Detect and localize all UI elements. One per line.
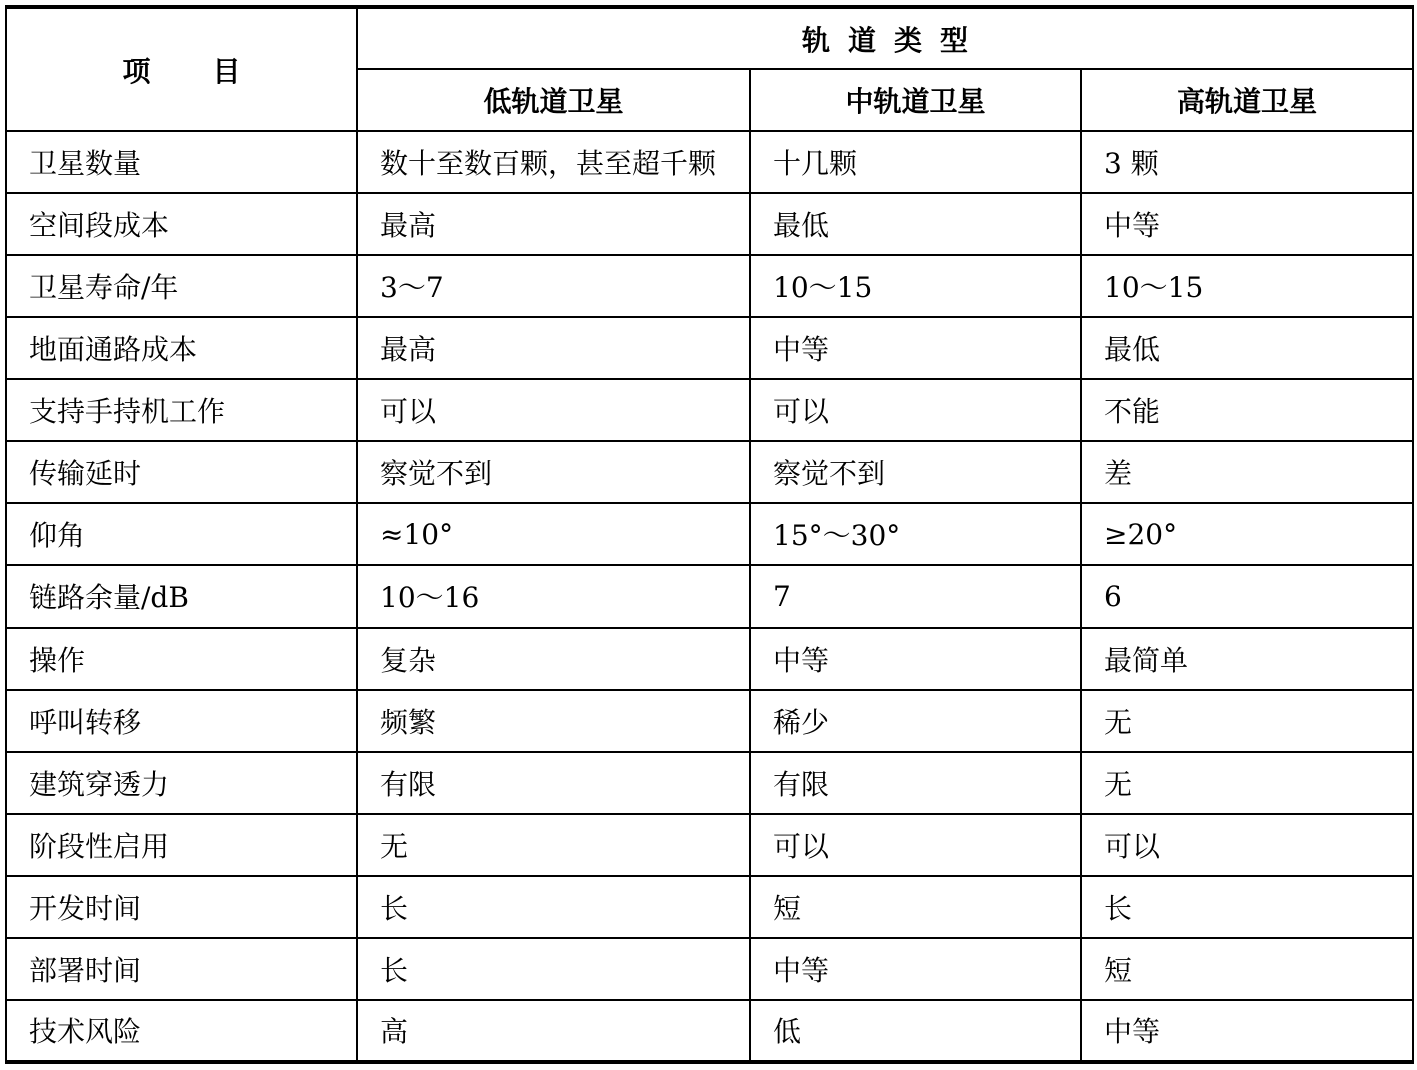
item-cell: 链路余量/dB <box>6 565 357 627</box>
table-row <box>6 814 1413 876</box>
low-orbit-cell: 频繁 <box>357 690 750 752</box>
high-orbit-cell: 最简单 <box>1081 628 1413 690</box>
table-row <box>6 565 1413 627</box>
low-orbit-cell: 数十至数百颗，甚至超千颗 <box>357 131 750 193</box>
mid-orbit-cell: 短 <box>750 876 1081 938</box>
orbit-comparison-table <box>5 5 1414 1064</box>
table-row <box>6 441 1413 503</box>
item-cell: 呼叫转移 <box>6 690 357 752</box>
table-row <box>6 752 1413 814</box>
mid-orbit-cell: 可以 <box>750 379 1081 441</box>
item-header-part2: 目 <box>212 54 241 88</box>
low-orbit-cell: 可以 <box>357 379 750 441</box>
item-cell: 操作 <box>6 628 357 690</box>
item-cell: 地面通路成本 <box>6 317 357 379</box>
mid-orbit-cell: 稀少 <box>750 690 1081 752</box>
low-orbit-cell: 长 <box>357 876 750 938</box>
mid-orbit-cell: 15°～30° <box>750 503 1081 565</box>
high-orbit-cell: 无 <box>1081 690 1413 752</box>
column-header-mid-orbit: 中轨道卫星 <box>750 69 1081 131</box>
high-orbit-cell: 最低 <box>1081 317 1413 379</box>
mid-orbit-cell: 10～15 <box>750 255 1081 317</box>
table-row <box>6 938 1413 1000</box>
table-row <box>6 628 1413 690</box>
table-body <box>6 131 1413 1062</box>
low-orbit-cell: 无 <box>357 814 750 876</box>
mid-orbit-cell: 最低 <box>750 193 1081 255</box>
item-cell: 传输延时 <box>6 441 357 503</box>
mid-orbit-cell: 十几颗 <box>750 131 1081 193</box>
item-cell: 卫星数量 <box>6 131 357 193</box>
low-orbit-cell: 最高 <box>357 317 750 379</box>
high-orbit-cell: 差 <box>1081 441 1413 503</box>
table-row <box>6 379 1413 441</box>
mid-orbit-cell: 中等 <box>750 628 1081 690</box>
high-orbit-cell: 3 颗 <box>1081 131 1413 193</box>
table-row <box>6 317 1413 379</box>
item-cell: 阶段性启用 <box>6 814 357 876</box>
high-orbit-cell: 10～15 <box>1081 255 1413 317</box>
item-cell: 空间段成本 <box>6 193 357 255</box>
low-orbit-cell: 长 <box>357 938 750 1000</box>
mid-orbit-cell: 可以 <box>750 814 1081 876</box>
low-orbit-cell: 最高 <box>357 193 750 255</box>
low-orbit-cell: ≈10° <box>357 503 750 565</box>
high-orbit-cell: ≥20° <box>1081 503 1413 565</box>
mid-orbit-cell: 中等 <box>750 317 1081 379</box>
low-orbit-cell: 10～16 <box>357 565 750 627</box>
table-row <box>6 503 1413 565</box>
table-row <box>6 690 1413 752</box>
item-cell: 建筑穿透力 <box>6 752 357 814</box>
item-cell: 支持手持机工作 <box>6 379 357 441</box>
table-row <box>6 131 1413 193</box>
column-header-low-orbit: 低轨道卫星 <box>357 69 750 131</box>
mid-orbit-cell: 7 <box>750 565 1081 627</box>
item-cell: 开发时间 <box>6 876 357 938</box>
low-orbit-cell: 复杂 <box>357 628 750 690</box>
table-row <box>6 193 1413 255</box>
mid-orbit-cell: 中等 <box>750 938 1081 1000</box>
low-orbit-cell: 高 <box>357 1000 750 1062</box>
orbit-type-group-header: 轨道类型 <box>357 7 1413 69</box>
high-orbit-cell: 短 <box>1081 938 1413 1000</box>
high-orbit-cell: 可以 <box>1081 814 1413 876</box>
item-cell: 卫星寿命/年 <box>6 255 357 317</box>
table-row <box>6 255 1413 317</box>
mid-orbit-cell: 有限 <box>750 752 1081 814</box>
low-orbit-cell: 察觉不到 <box>357 441 750 503</box>
mid-orbit-cell: 察觉不到 <box>750 441 1081 503</box>
high-orbit-cell: 中等 <box>1081 193 1413 255</box>
low-orbit-cell: 有限 <box>357 752 750 814</box>
low-orbit-cell: 3～7 <box>357 255 750 317</box>
high-orbit-cell: 6 <box>1081 565 1413 627</box>
item-cell: 部署时间 <box>6 938 357 1000</box>
table-row <box>6 1000 1413 1062</box>
high-orbit-cell: 不能 <box>1081 379 1413 441</box>
table-row <box>6 876 1413 938</box>
item-cell: 技术风险 <box>6 1000 357 1062</box>
item-cell: 仰角 <box>6 503 357 565</box>
column-header-high-orbit: 高轨道卫星 <box>1081 69 1413 131</box>
high-orbit-cell: 无 <box>1081 752 1413 814</box>
item-header-part1: 项 <box>122 54 151 88</box>
header-row-group <box>6 7 1413 69</box>
mid-orbit-cell: 低 <box>750 1000 1081 1062</box>
high-orbit-cell: 长 <box>1081 876 1413 938</box>
high-orbit-cell: 中等 <box>1081 1000 1413 1062</box>
item-column-header <box>6 7 357 131</box>
